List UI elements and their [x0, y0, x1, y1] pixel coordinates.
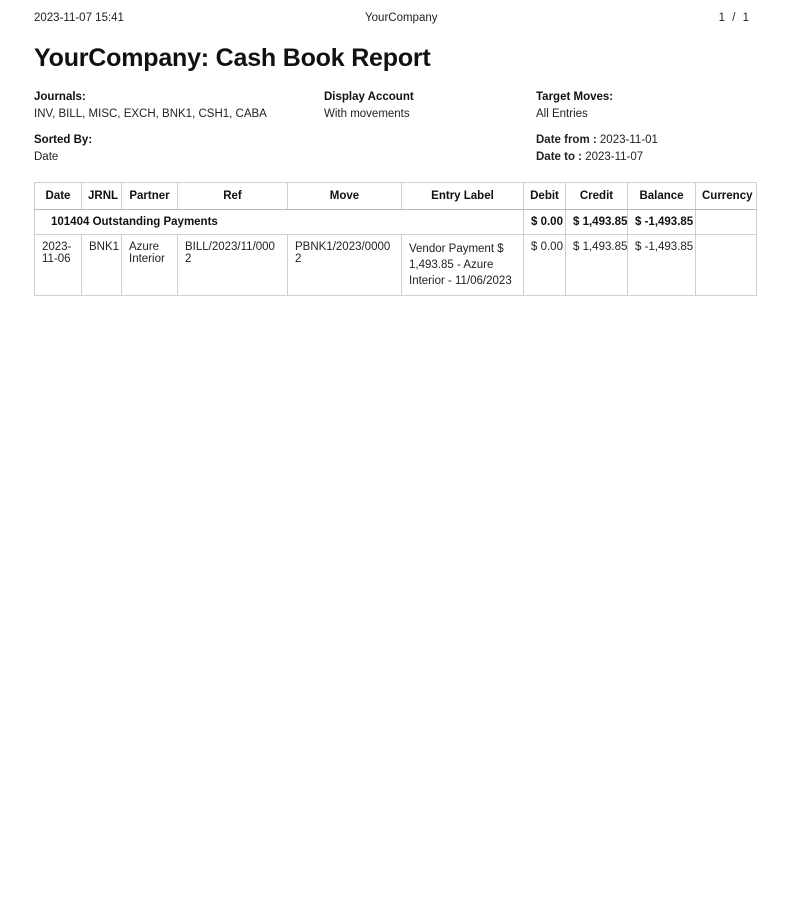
date-from-label: Date from : — [536, 134, 597, 147]
account-group-currency — [696, 209, 757, 234]
filters-row-1 — [34, 89, 746, 122]
display-account-label: Display Account — [324, 91, 414, 103]
column-header-balance: Balance — [628, 182, 696, 209]
display-account-value: With movements — [324, 107, 410, 120]
target-moves-label: Target Moves: — [536, 91, 614, 103]
journals-value: INV, BILL, MISC, EXCH, BNK1, CSH1, CABA — [34, 107, 267, 120]
sorted-by-value: Date — [34, 151, 59, 164]
column-header-debit: Debit — [524, 182, 566, 209]
column-header-currency: Currency — [696, 182, 757, 209]
filter-sorted-by — [34, 132, 324, 165]
cell-currency — [696, 234, 757, 295]
account-group-title: 101404 Outstanding Payments — [35, 209, 524, 234]
cell-partner: Azure Interior — [122, 234, 178, 295]
filter-target-moves — [536, 89, 746, 122]
page-current: 1 — [718, 12, 725, 24]
filter-display-account — [324, 89, 536, 122]
report-filters — [34, 89, 746, 166]
cell-credit: $ 1,493.85 — [566, 234, 628, 295]
date-from-value: 2023-11-01 — [599, 134, 658, 147]
account-group-balance: $ -1,493.85 — [628, 209, 696, 234]
filter-date-range — [536, 132, 746, 165]
date-to-label: Date to : — [536, 151, 582, 164]
filter-spacer — [324, 132, 536, 165]
target-moves-value: All Entries — [536, 107, 588, 120]
page-number — [719, 12, 749, 24]
report-timestamp: 2023-11-07 15:41 — [34, 12, 124, 24]
date-to-value: 2023-11-07 — [585, 151, 644, 164]
filter-journals — [34, 89, 324, 122]
table-body — [35, 209, 757, 295]
filters-row-2 — [34, 132, 746, 165]
date-to — [536, 149, 736, 166]
column-header-move: Move — [288, 182, 402, 209]
date-from — [536, 132, 736, 149]
column-header-jrnl: JRNL — [82, 182, 122, 209]
table-header — [35, 182, 757, 209]
column-header-ref: Ref — [178, 182, 288, 209]
account-group-debit: $ 0.00 — [524, 209, 566, 234]
cell-entry-label: Vendor Payment $ 1,493.85 - Azure Interior - 11/06/2023 — [402, 234, 524, 295]
cell-balance: $ -1,493.85 — [628, 234, 696, 295]
column-header-date: Date — [35, 182, 82, 209]
column-header-partner: Partner — [122, 182, 178, 209]
company-name: YourCompany — [365, 12, 438, 24]
journals-label: Journals: — [34, 91, 86, 103]
sorted-by-label: Sorted By: — [34, 134, 93, 147]
page-total: 1 — [742, 12, 749, 24]
page-separator: / — [732, 12, 736, 24]
cell-ref: BILL/2023/11/0002 — [178, 234, 288, 295]
page-title: YourCompany: Cash Book Report — [34, 44, 431, 72]
column-header-credit: Credit — [566, 182, 628, 209]
cell-date: 2023-11-06 — [35, 234, 82, 295]
table-row — [35, 234, 757, 295]
account-group-row — [35, 209, 757, 234]
cell-move: PBNK1/2023/00002 — [288, 234, 402, 295]
page-header — [0, 0, 789, 24]
column-header-entry-label: Entry Label — [402, 182, 524, 209]
cell-jrnl: BNK1 — [82, 234, 122, 295]
cash-book-table — [34, 182, 757, 296]
table-header-row — [35, 182, 757, 209]
account-group-credit: $ 1,493.85 — [566, 209, 628, 234]
cell-debit: $ 0.00 — [524, 234, 566, 295]
